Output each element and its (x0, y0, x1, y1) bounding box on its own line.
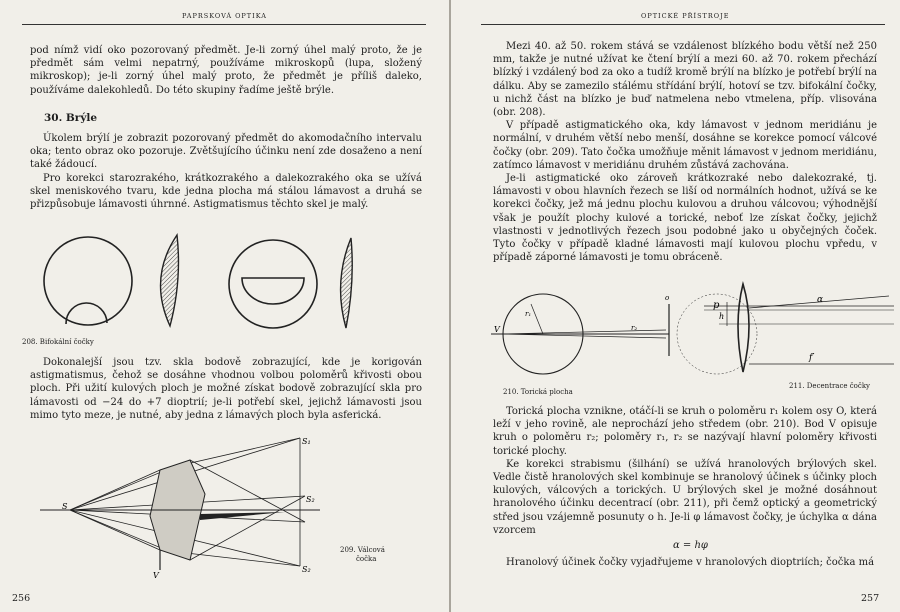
label-h: h (719, 312, 725, 321)
fig209-caption-line1: 209. Válcová (340, 546, 385, 554)
label-s-lower: S₂ (302, 565, 311, 574)
intro-paragraph: pod nímž vidí oko pozorovaný předmět. Je-li zorný úhel malý proto, že je předmět sám velmi nepatrný, používáme mikroskopů (lupa, složený mikroskop); je-li zorný úhel malý proto, že předmět je příliš daleko, používáme dalekohledů. Do této skupiny řadíme ještě brýle. (30, 45, 422, 96)
near-segment-2 (242, 278, 304, 304)
near-segment-1 (66, 303, 107, 324)
fig209-caption-line2: čočka (356, 555, 377, 563)
label-s2: S₂ (306, 495, 315, 504)
fig209-cylindrical-lens (0, 430, 449, 580)
page-number-left: 256 (12, 593, 31, 604)
label-f-prime: f′ (809, 353, 815, 363)
label-r1: r₁ (525, 310, 532, 318)
running-head-right: OPTICKÉ PŘÍSTROJE (641, 12, 730, 20)
fig208-caption: 208. Bifokální čočky (22, 338, 94, 346)
header-rule (22, 24, 426, 25)
body-text-5: Hranolový účinek čočky vyjadřujeme v hranolových dioptriích; čočka má (506, 557, 875, 568)
label-r2: r₂ (631, 324, 638, 332)
page-number-right: 257 (861, 593, 880, 604)
body-text-2: Dokonalejší jsou tzv. skla bodově zobrazující, kde je korigován astigmatismus, čehož se dosáhne vhodnou volbou poloměrů křivosti obou ploch. Při užití kulových ploch je možné získat bodově zobrazující skla pro lámavosti od −24 do +7 dioptrií; je-li potřebí skel, jejichž lámavosti jsou mimo tyto meze, je nutné, aby jedna z lámavých ploch byla asferická. (30, 357, 422, 421)
section-title: 30. Brýle (44, 112, 98, 124)
label-p: p (713, 300, 720, 311)
label-s1: S₁ (302, 437, 311, 446)
body-text-1: Úkolem brýlí je zobrazit pozorovaný předmět do akomodačního intervalu oka; tento obraz oko pozoruje. Zvětšujícího účinku není zde dosaženo a není také žádoucí. Pro korekci starozrakého, krátkozrakého a dalekozrakého oka se užívá skel meniskového tvaru, kde jedna plocha má stálou lámavost a druhá se přizpůsobuje lámavosti úhrnné. Astigmatismus těchto skel je malý. (30, 133, 422, 211)
meniscus-profile-1 (161, 235, 179, 326)
fig211-lens-decentration (699, 278, 899, 378)
meniscus-profile-2 (341, 238, 353, 328)
fig210-toric-surface (491, 286, 711, 386)
fig208-bifocal-lenses (0, 226, 449, 346)
running-head-left: PAPRSKOVÁ OPTIKA (182, 12, 267, 20)
label-alpha: α (817, 295, 824, 305)
label-v: V (153, 571, 159, 580)
fig211-caption: 211. Decentrace čočky (789, 382, 871, 390)
equation: α = hφ (673, 540, 708, 551)
body-text-4: Torická plocha vznikne, otáčí-li se kruh o poloměru r₁ kolem osy O, která leží v jeho rovině, ale neprochází jeho středem (obr. 210). Bod V opisuje kruh o poloměru r₂; poloměry r₁, r₂ se nazývají hlavní poloměry křivosti torické plochy. Ke korekci strabismu (šilhání) se užívá hranolových brýlových skel. Vedle čistě hranolových skel kombinuje se hranolový účinek s účinky ploch kulových, válcových a torických. U brýlových skel je možné dosáhnout hranolového účinku decentrací (obr. 211), při čemž optický a geometrický střed jsou vzájemně posunuty o h. Je-li φ lámavost čočky, je úchylka α dána vzorcem (493, 406, 877, 536)
header-rule (481, 24, 885, 25)
right-page (451, 0, 900, 612)
label-s: S (62, 502, 68, 511)
label-v: V (494, 325, 500, 334)
lens-front-1 (44, 237, 132, 325)
left-page (0, 0, 449, 612)
decentred-lens (738, 284, 749, 372)
fig210-caption: 210. Torická plocha (503, 388, 573, 396)
label-o: o (665, 294, 670, 302)
body-text-3: Mezi 40. až 50. rokem stává se vzdálenost blízkého bodu větší než 250 mm, takže je nutné užívat ke čtení brýlí a mezi 60. až 70. rokem přechází blízký i vzdálený bod za oko a tudíž kromě brýlí na blízko je potřebí brýlí na dálku. Aby se zamezilo stálému střídání brýlí, hotoví se tzv. bifokální čočky, u nichž část na blízko je buď natmelena nebo vtmelena, příp. vlisována (obr. 208). V případě astigmatického oka, kdy lámavost v jednom meridiánu je normální, v druhém větší nebo menší, dosáhne se korekce pomocí válcové čočky (obr. 209). Tato čočka umožňuje měnit lámavost v jednom meridiánu, zatímco lámavost v meridiánu druhém zůstává zachována. Je-li astigmatické oko zároveň krátkozraké nebo dalekozraké, tj. lámavosti v obou hlavních řezech se liší od normálních hodnot, užívá se ke korekci čočky, jež má jednu plochu kulovou a druhou válcovou; výhodnější však je použít plochy kulové a torické, neboť lze získat čočky, jejichž vlastnosti v jednotlivých řezech jsou podobné jako u obyčejných čoček. Tyto čočky v případě kladné lámavosti mají kulovou plochu vpředu, v případě záporné lámavosti je tomu obráceně. (493, 41, 878, 264)
